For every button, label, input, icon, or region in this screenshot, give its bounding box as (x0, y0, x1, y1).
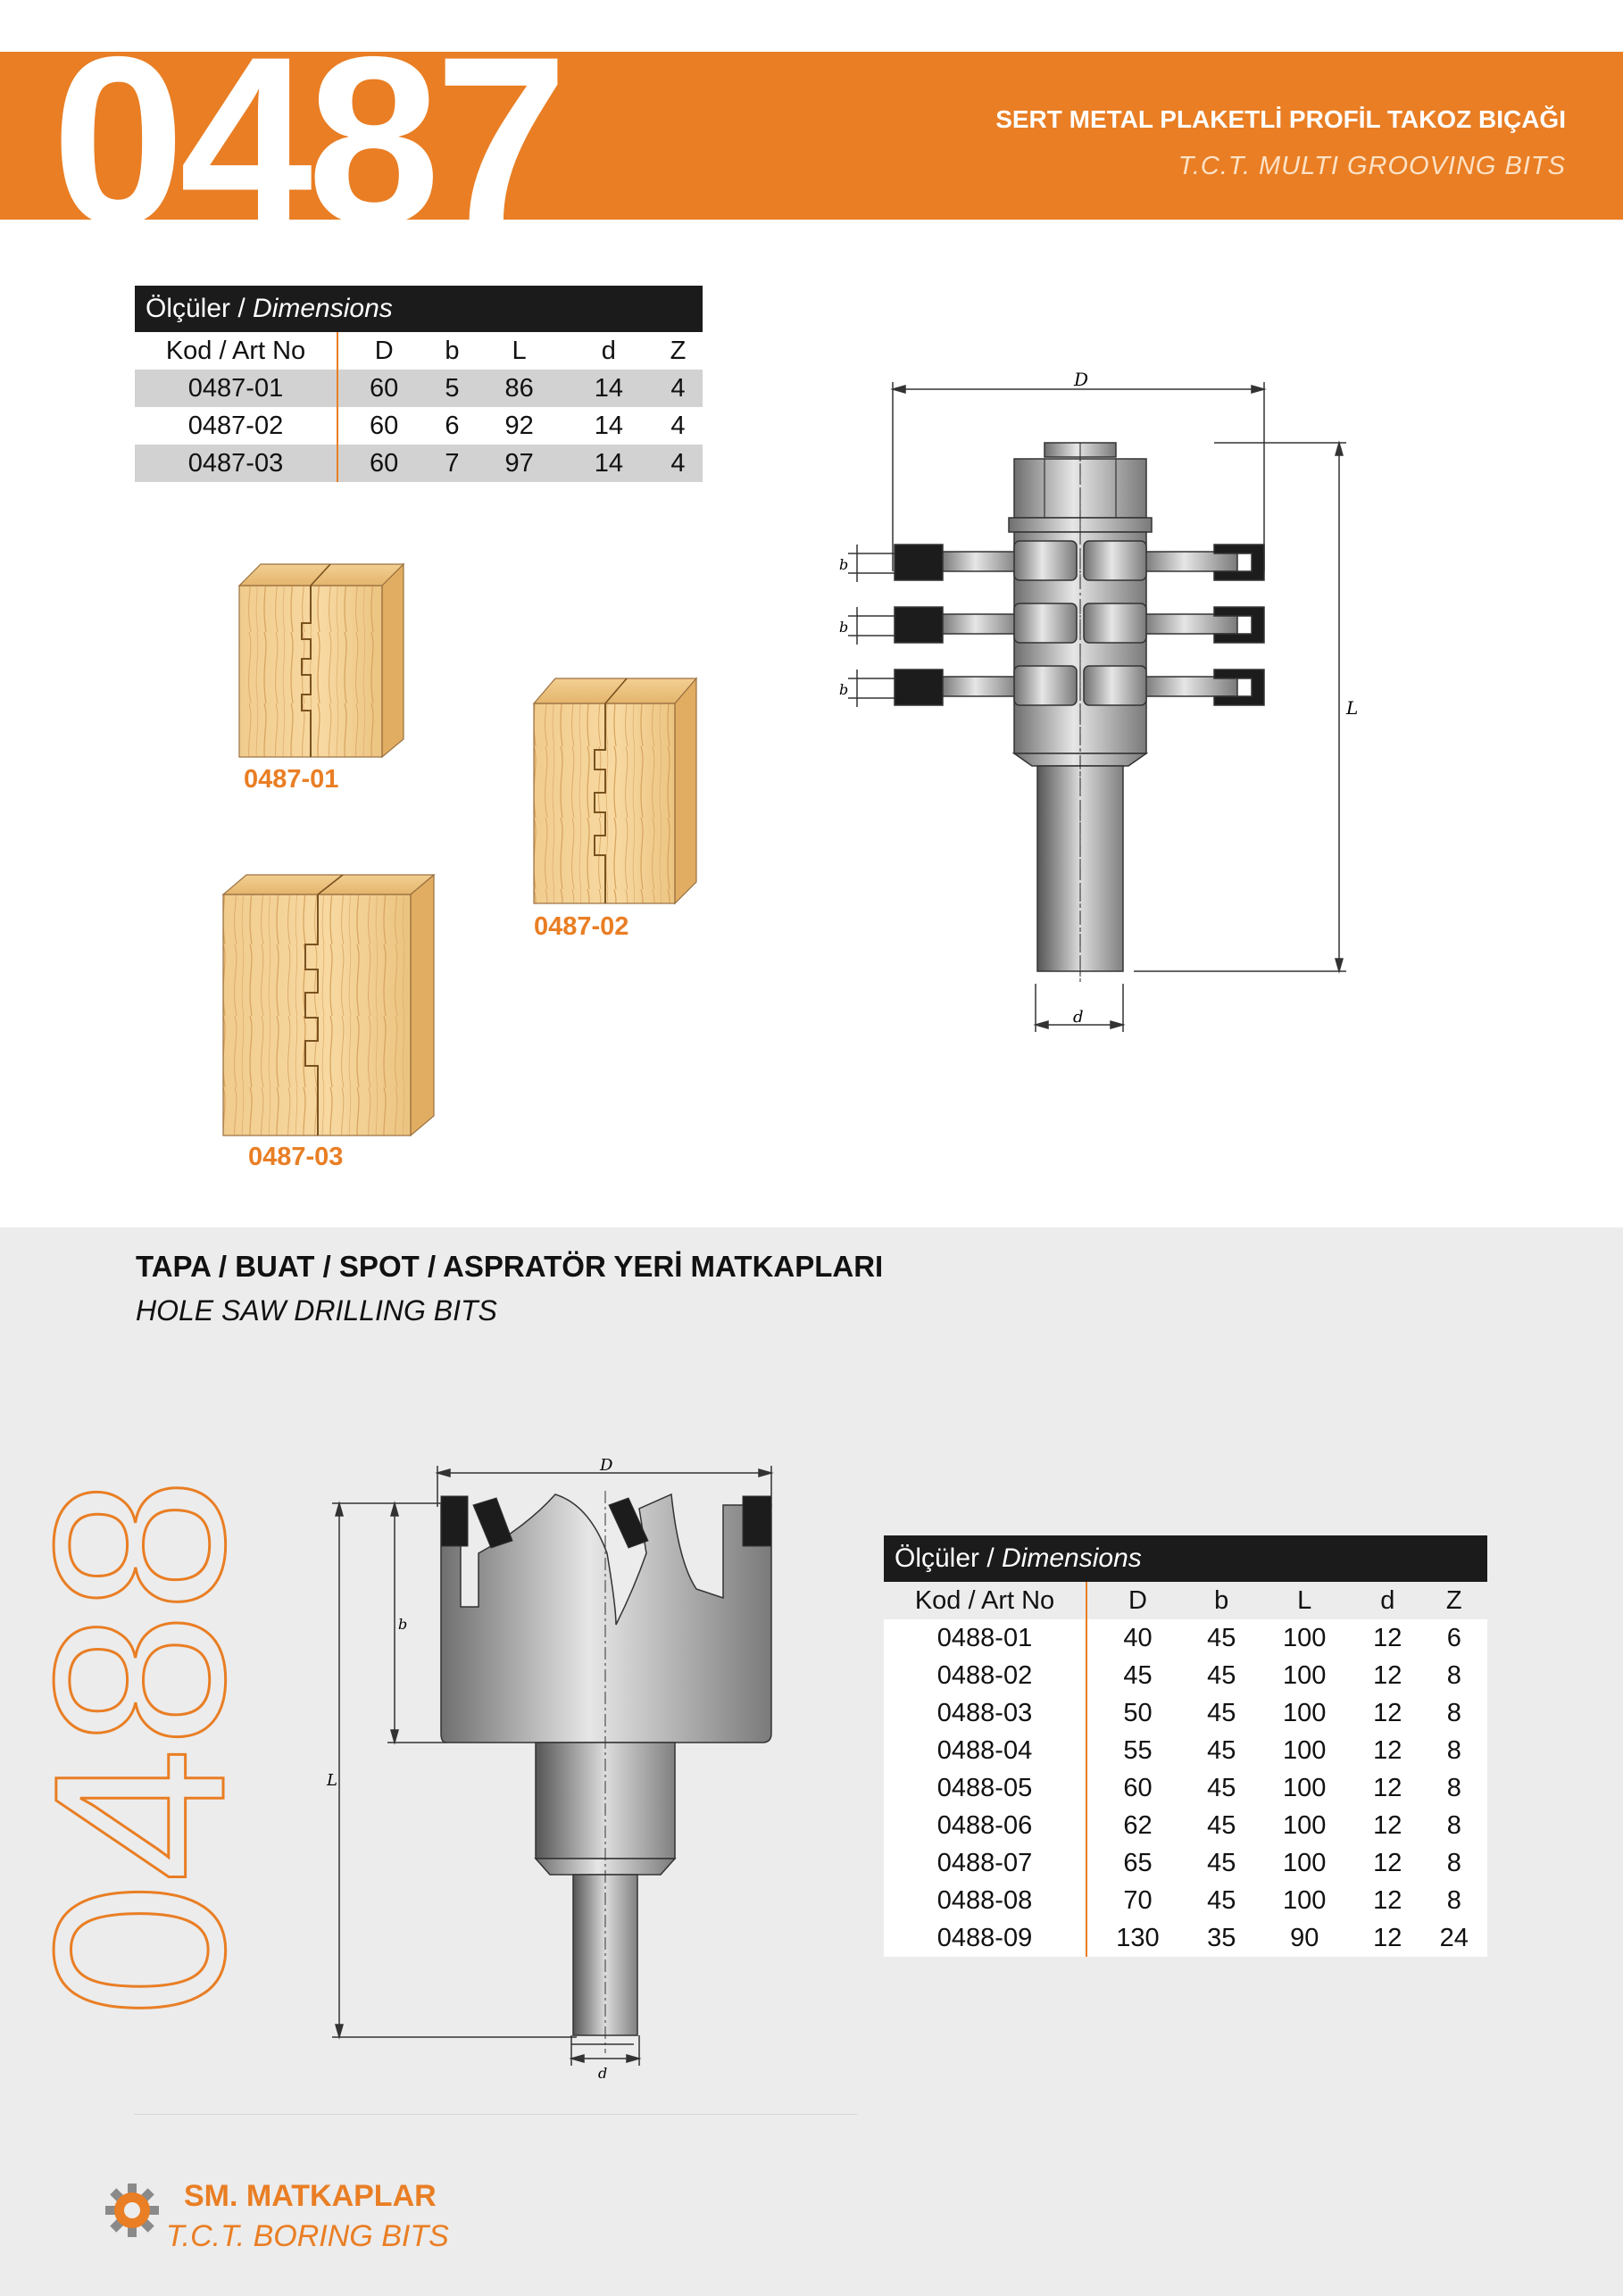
table-row: 0488-02 45 45 100 12 8 (884, 1657, 1487, 1694)
svg-text:b: b (839, 619, 849, 636)
table-title: Ölçüler / Dimensions (884, 1535, 1487, 1582)
wood-sample-0487-02 (530, 675, 700, 907)
dim-label-b: b (398, 1616, 408, 1633)
table-row: 0487-01 60 5 86 14 4 (135, 370, 703, 407)
table-row: 0488-08 70 45 100 12 8 (884, 1882, 1487, 1919)
table-header-row: Kod / Art No D b L d Z (135, 332, 703, 370)
svg-text:b: b (839, 681, 849, 698)
dimensions-table-0488 (884, 1535, 1487, 1957)
table-row: 0488-03 50 45 100 12 8 (884, 1694, 1487, 1732)
table-row: 0488-06 62 45 100 12 8 (884, 1807, 1487, 1844)
brand-name: SM. MATKAPLAR (184, 2179, 437, 2213)
brand-tagline: T.C.T. BORING BITS (166, 2219, 449, 2253)
section-title-english: HOLE SAW DRILLING BITS (136, 1294, 497, 1327)
table-row: 0488-05 60 45 100 12 8 (884, 1769, 1487, 1807)
table-row: 0487-03 60 7 97 14 4 (135, 445, 703, 482)
drawing-multi-grooving-bit (830, 366, 1384, 1053)
dim-label-D: D (1074, 369, 1089, 390)
sample-label-0487-01: 0487-01 (244, 765, 339, 794)
footer-divider (134, 2114, 857, 2115)
vertical-code-0488 (4, 1402, 275, 2026)
drawing-hole-saw-bit (321, 1455, 803, 2080)
title-english: T.C.T. MULTI GROOVING BITS (1178, 152, 1566, 180)
dim-label-d: d (1073, 1008, 1084, 1027)
table-row: 0488-01 40 45 100 12 6 (884, 1619, 1487, 1657)
sample-label-0487-03: 0487-03 (248, 1143, 344, 1171)
dim-label-L: L (1346, 697, 1359, 719)
table-row: 0488-09 130 35 90 12 24 (884, 1919, 1487, 1957)
gear-icon (102, 2180, 162, 2241)
table-row: 0488-04 55 45 100 12 8 (884, 1732, 1487, 1769)
table-header-row: Kod / Art No D b L d Z (884, 1582, 1487, 1619)
section-title-turkish: TAPA / BUAT / SPOT / ASPRATÖR YERİ MATKAPLARI (136, 1250, 884, 1283)
svg-text:0488: 0488 (4, 1477, 275, 2017)
dim-label-D: D (600, 1456, 613, 1475)
title-turkish: SERT METAL PLAKETLİ PROFİL TAKOZ BIÇAĞI (995, 105, 1566, 133)
table-row: 0487-02 60 6 92 14 4 (135, 407, 703, 445)
dim-label-L: L (327, 1771, 337, 1790)
dimensions-table-0487 (135, 286, 703, 482)
wood-sample-0487-01 (234, 561, 412, 761)
sample-label-0487-02: 0487-02 (534, 912, 629, 941)
dim-label-b: b (839, 556, 849, 573)
product-code: 0487 (52, 6, 563, 274)
dim-label-d: d (598, 2065, 608, 2082)
table-title: Ölçüler / Dimensions (135, 286, 703, 332)
table-row: 0488-07 65 45 100 12 8 (884, 1844, 1487, 1882)
wood-sample-0487-03 (220, 873, 437, 1137)
